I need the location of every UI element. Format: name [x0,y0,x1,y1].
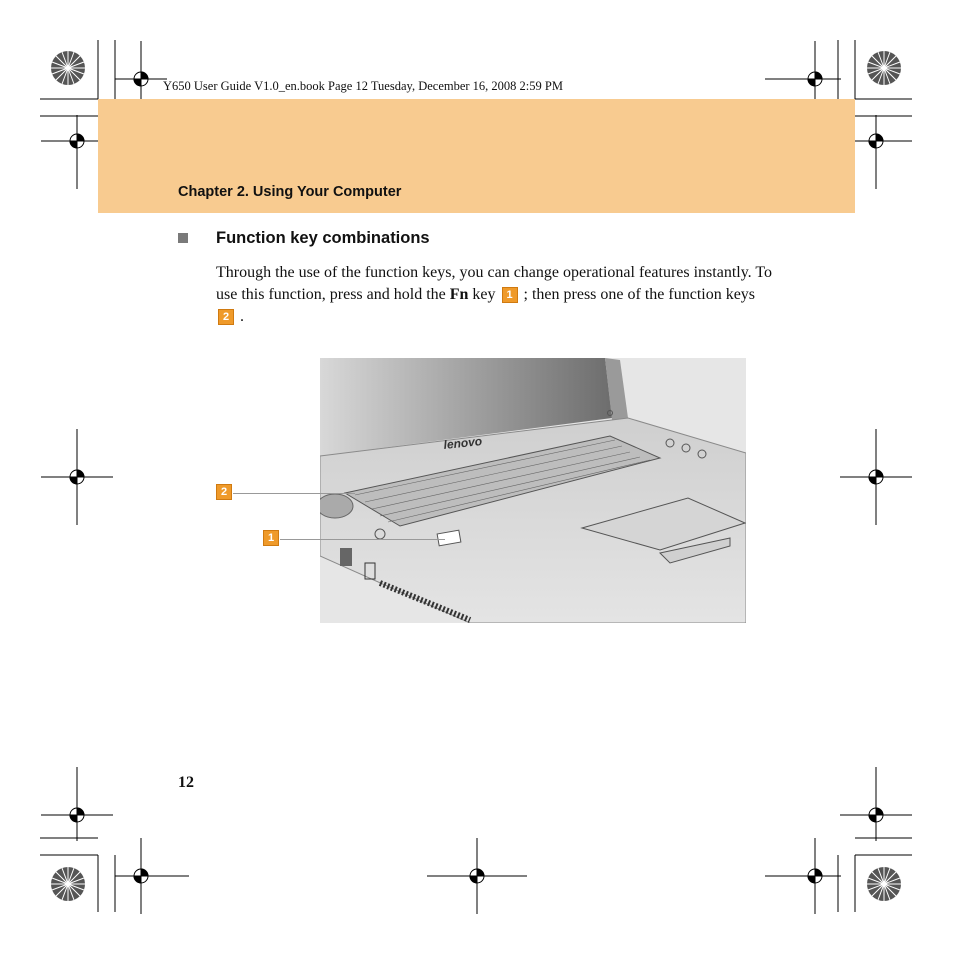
page-number: 12 [178,774,194,791]
callout-2-leader-line [233,493,355,494]
paragraph-text: . [236,308,244,325]
callout-2-marker: 2 [216,484,232,500]
lenovo-logo: lenovo [442,434,483,452]
print-slug-header: Y650 User Guide V1.0_en.book Page 12 Tuesday, December 16, 2008 2:59 PM [163,79,563,93]
paragraph-text: key [468,286,500,303]
callout-1-leader-line [280,539,445,540]
fn-key-label: Fn [449,286,469,303]
section-bullet-icon [178,233,188,243]
paragraph-text: ; then press one of the function keys [519,286,756,303]
laptop-keyboard-illustration [320,358,746,623]
body-paragraph [216,262,776,328]
chapter-title: Chapter 2. Using Your Computer [178,184,402,200]
callout-1-marker: 1 [263,530,279,546]
paragraph-text: Through the use of the function keys, you can change operational features instantly. To use this function, press and hold the [216,264,773,303]
callout-badge-2: 2 [218,309,234,325]
callout-badge-1: 1 [502,287,518,303]
section-heading: Function key combinations [216,229,430,247]
